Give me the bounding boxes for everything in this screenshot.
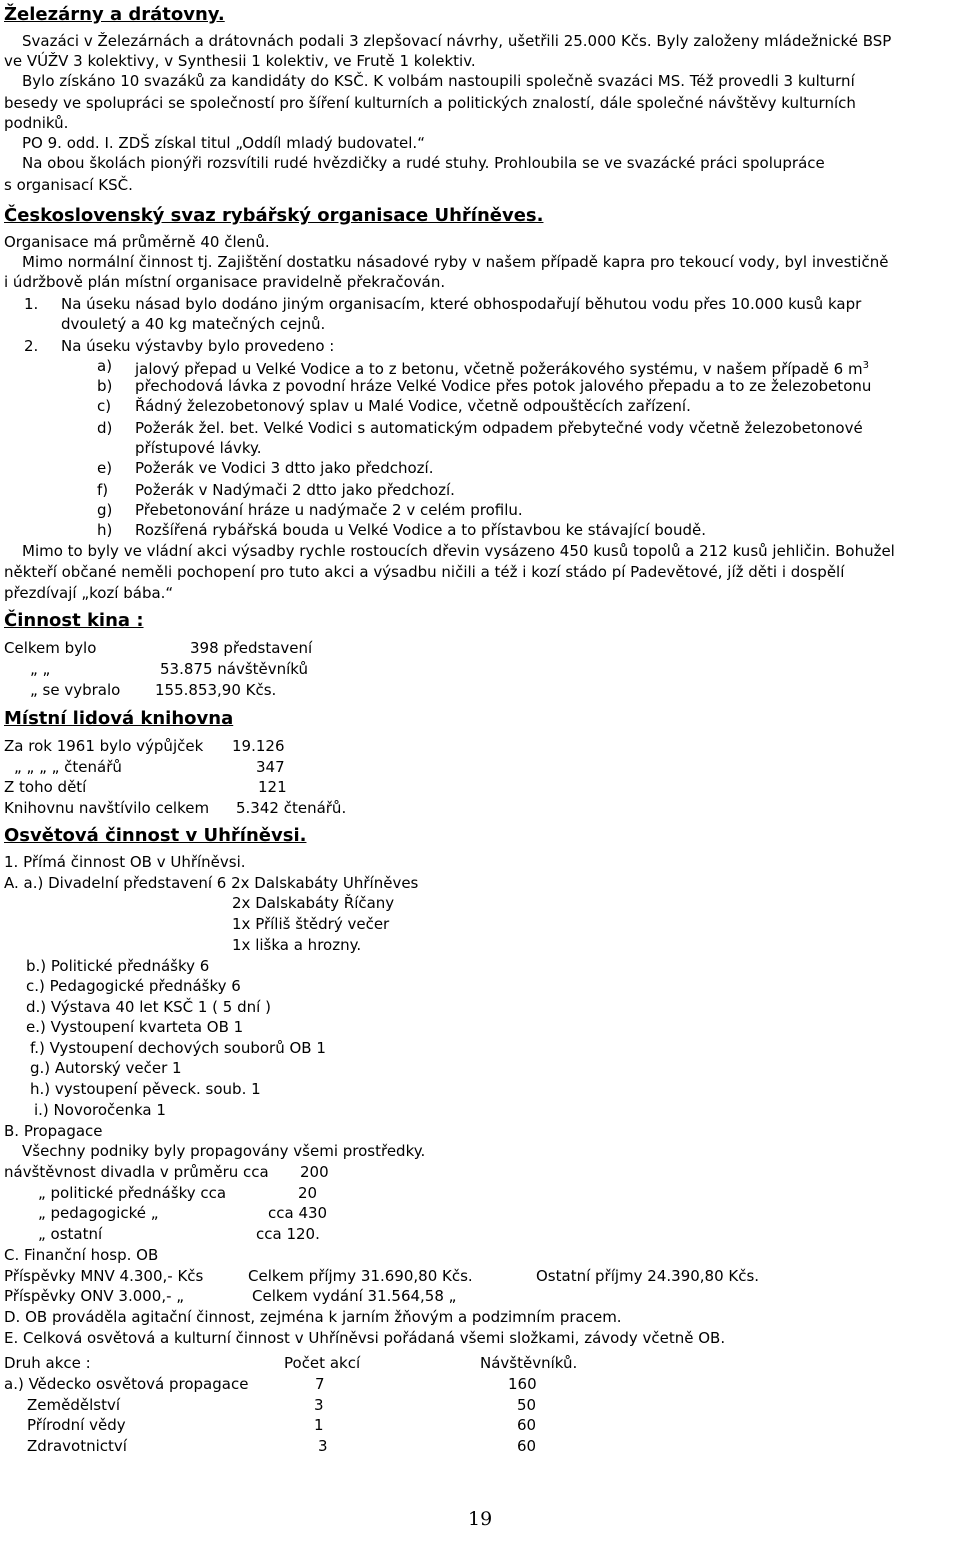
sublist-letter: e) [97, 459, 113, 477]
finance-cell: Celkem příjmy 31.690,80 Kčs. [248, 1267, 473, 1285]
table-cell: 160 [508, 1375, 537, 1393]
attendance-value: 200 [300, 1163, 329, 1181]
performance-item: 1x liška a hrozny. [232, 936, 362, 954]
performance-item: 2x Dalskabáty Říčany [232, 894, 395, 912]
sublist-letter: a) [97, 357, 113, 375]
performance-item: 1x Příliš štědrý večer [232, 915, 390, 933]
stat-label: Z toho dětí [4, 778, 87, 796]
activity-item: f.) Vystoupení dechových souborů OB 1 [30, 1039, 326, 1057]
attendance-value: cca 430 [268, 1204, 328, 1222]
finance-cell: Celkem vydání 31.564,58 „ [252, 1287, 457, 1305]
stat-label: „ se vybralo [30, 681, 121, 699]
stat-value: 19.126 [232, 737, 285, 755]
attendance-value: cca 120. [256, 1225, 320, 1243]
paragraph-line: přezdívají „kozí bába.“ [4, 584, 174, 602]
table-cell: 60 [517, 1437, 537, 1455]
sublist-text: Přebetonování hráze u nadýmače 2 v celém profilu. [135, 501, 523, 519]
sublist-text: Požerák žel. bet. Velké Vodici s automatickým odpadem přebytečné vody včetně železobetonové [135, 419, 863, 437]
sublist-text: Rozšířená rybářská bouda u Velké Vodice a to přístavbou ke stávající boudě. [135, 521, 706, 539]
finance-cell: Příspěvky MNV 4.300,- Kčs [4, 1267, 204, 1285]
sublist-letter: f) [97, 481, 109, 499]
paragraph-line: Svazáci v Železárnách a drátovnách podali 3 zlepšovací návrhy, ušetřili 25.000 Kčs. Byly založeny mládežnické BSP [22, 32, 892, 50]
activity-item: b.) Politické přednášky 6 [26, 957, 210, 975]
section-heading: Činnost kina : [4, 610, 144, 631]
table-cell: Zemědělství [27, 1396, 121, 1414]
activity-item: g.) Autorský večer 1 [30, 1059, 182, 1077]
stat-label: „ „ „ „ čtenářů [14, 758, 122, 776]
sublist-text: Řádný železobetonový splav u Malé Vodice, včetně odpouštěcích zařízení. [135, 397, 691, 415]
attendance-value: 20 [298, 1184, 318, 1202]
stat-label: Celkem bylo [4, 639, 97, 657]
stat-value: 155.853,90 Kčs. [155, 681, 277, 699]
paragraph-line: Organisace má průměrně 40 členů. [4, 233, 270, 251]
paragraph-line: někteří občané neměli pochopení pro tuto akci a výsadbu ničili a též i kozí stádo pí Padevětové, jíž děti i dospělí [4, 563, 845, 581]
paragraph-line: C. Finanční hosp. OB [4, 1246, 159, 1264]
paragraph-line: B. Propagace [4, 1122, 103, 1140]
paragraph-line: besedy ve spolupráci se společností pro šíření kulturních a politických znalostí, dále společné návštěvy kulturních [4, 94, 856, 112]
section-heading: Místní lidová knihovna [4, 708, 234, 729]
paragraph-line: 1. Přímá činnost OB v Uhříněvsi. [4, 853, 246, 871]
table-header: Návštěvníků. [480, 1354, 578, 1372]
paragraph-line: s organisací KSČ. [4, 176, 133, 194]
list-item-text: Na úseku násad bylo dodáno jiným organisacím, které obhospodařují běhutou vodu přes 10.000 kusů kapr [61, 295, 862, 313]
activity-item: d.) Výstava 40 let KSČ 1 ( 5 dní ) [26, 998, 271, 1016]
paragraph-line: E. Celková osvětová a kulturní činnost v Uhříněvsi pořádaná všemi složkami, závody včetně OB. [4, 1329, 726, 1347]
list-number: 2. [24, 337, 39, 355]
table-cell: Přírodní vědy [27, 1416, 126, 1434]
paragraph-line: Mimo normální činnost tj. Zajištění dostatku násadové ryby v našem případě kapra pro tekoucí vody, byl investičně [22, 253, 889, 271]
paragraph-line: Bylo získáno 10 svazáků za kandidáty do KSČ. K volbám nastoupili společně svazáci MS. Též provedli 3 kulturní [22, 72, 855, 90]
table-cell: 1 [314, 1416, 324, 1434]
paragraph-line: Všechny podniky byly propagovány všemi prostředky. [22, 1142, 426, 1160]
sublist-letter: b) [97, 377, 113, 395]
attendance-label: „ ostatní [38, 1225, 103, 1243]
table-cell: 3 [314, 1396, 324, 1414]
activity-item: i.) Novoročenka 1 [34, 1101, 166, 1119]
paragraph-line: A. a.) Divadelní představení 6 2x Dalskabáty Uhříněves [4, 874, 419, 892]
attendance-label: návštěvnost divadla v průměru cca [4, 1163, 269, 1181]
paragraph-line: Na obou školách pionýři rozsvítili rudé hvězdičky a rudé stuhy. Prohloubila se ve svazácké práci spolupráce [22, 154, 825, 172]
page-number: 19 [468, 1508, 493, 1530]
list-item-text: dvouletý a 40 kg matečných cejnů. [61, 315, 326, 333]
stat-value: 53.875 návštěvníků [160, 660, 309, 678]
table-cell: 7 [315, 1375, 325, 1393]
table-cell: a.) Vědecko osvětová propagace [4, 1375, 249, 1393]
sublist-letter: h) [97, 521, 113, 539]
section-heading: Československý svaz rybářský organisace Uhříněves. [4, 205, 544, 226]
stat-value: 5.342 čtenářů. [236, 799, 347, 817]
sublist-text: přístupové lávky. [135, 439, 262, 457]
activity-item: c.) Pedagogické přednášky 6 [26, 977, 241, 995]
stat-label: Za rok 1961 bylo výpůjček [4, 737, 204, 755]
table-header: Počet akcí [284, 1354, 361, 1372]
paragraph-line: ve VÚŽV 3 kolektivy, v Synthesii 1 kolektiv, ve Frutě 1 kolektiv. [4, 52, 476, 70]
stat-value: 121 [258, 778, 287, 796]
sublist-text: jalový přepad u Velké Vodice a to z betonu, včetně požerákového systému, v našem případě 6 $m^3$ [135, 360, 869, 378]
table-header: Druh akce : [4, 1354, 91, 1372]
stat-value: 398 představení [190, 639, 313, 657]
attendance-label: „ pedagogické „ [38, 1204, 159, 1222]
paragraph-line: podniků. [4, 114, 69, 132]
list-item-text: Na úseku výstavby bylo provedeno : [61, 337, 335, 355]
section-heading: Železárny a drátovny. [4, 4, 225, 25]
paragraph-line: Mimo to byly ve vládní akci výsadby rychle rostoucích dřevin vysázeno 450 kusů topolů a 212 kusů jehličin. Bohužel [22, 542, 895, 560]
activity-item: e.) Vystoupení kvarteta OB 1 [26, 1018, 244, 1036]
list-number: 1. [24, 295, 39, 313]
stat-label: Knihovnu navštívilo celkem [4, 799, 210, 817]
stat-value: 347 [256, 758, 285, 776]
sublist-text: Požerák v Nadýmači 2 dtto jako předchozí. [135, 481, 455, 499]
paragraph-line: D. OB prováděla agitační činnost, zejména k jarním žňovým a podzimním pracem. [4, 1308, 622, 1326]
activity-item: h.) vystoupení pěveck. soub. 1 [30, 1080, 261, 1098]
finance-cell: Ostatní příjmy 24.390,80 Kčs. [536, 1267, 760, 1285]
table-cell: Zdravotnictví [27, 1437, 127, 1455]
sublist-letter: c) [97, 397, 112, 415]
attendance-label: „ politické přednášky cca [38, 1184, 227, 1202]
finance-cell: Příspěvky ONV 3.000,- „ [4, 1287, 185, 1305]
sublist-letter: d) [97, 419, 113, 437]
sublist-text: Požerák ve Vodici 3 dtto jako předchozí. [135, 459, 434, 477]
table-cell: 3 [318, 1437, 328, 1455]
stat-label: „ „ [30, 660, 51, 678]
sublist-letter: g) [97, 501, 113, 519]
paragraph-line: PO 9. odd. I. ZDŠ získal titul „Oddíl mladý budovatel.“ [22, 134, 425, 152]
section-heading: Osvětová činnost v Uhříněvsi. [4, 825, 307, 846]
table-cell: 50 [517, 1396, 537, 1414]
sublist-text: přechodová lávka z povodní hráze Velké Vodice přes potok jalového přepadu a to ze železobetonu [135, 377, 872, 395]
paragraph-line: i údržbově plán místní organisace pravidelně překračován. [4, 273, 446, 291]
table-cell: 60 [517, 1416, 537, 1434]
